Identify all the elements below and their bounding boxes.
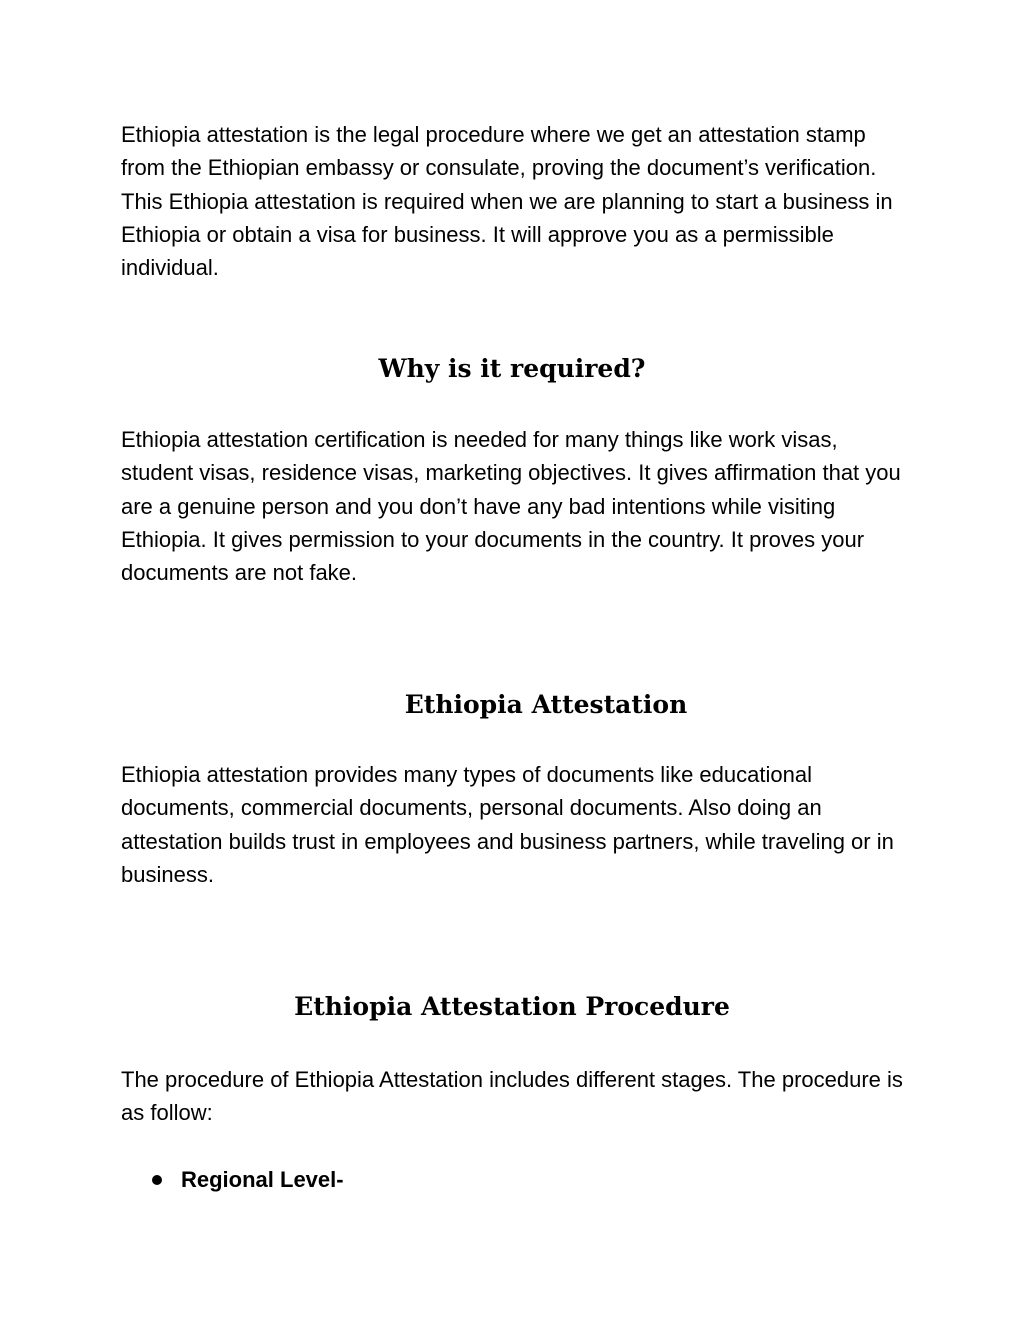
bullet-label: Regional Level- xyxy=(181,1167,344,1192)
heading-attestation-procedure: Ethiopia Attestation Procedure xyxy=(294,992,730,1021)
procedure-bullet-list xyxy=(152,1163,344,1196)
heading-why-required: Why is it required? xyxy=(378,354,646,383)
why-required-paragraph: Ethiopia attestation certification is needed for many things like work visas, student visas, residence visas, marketing objectives. It gives affirmation that you are a genuine person and you don’t have any bad intentions while visiting Ethiopia. It gives permission to your documents in the country. It proves your documents are not fake. xyxy=(121,427,901,586)
attestation-paragraph: Ethiopia attestation provides many types of documents like educational documents, commercial documents, personal documents. Also doing an attestation builds trust in employees and business partners, while traveling or in business. xyxy=(121,762,894,887)
intro-paragraph: Ethiopia attestation is the legal procedure where we get an attestation stamp from the Ethiopian embassy or consulate, proving the document’s verification. This Ethiopia attestation is required when we are planning to start a business in Ethiopia or obtain a visa for business. It will approve you as a permissible individual. xyxy=(121,122,893,281)
procedure-paragraph: The procedure of Ethiopia Attestation includes different stages. The procedure is as follow: xyxy=(121,1067,903,1126)
heading-ethiopia-attestation: Ethiopia Attestation xyxy=(404,690,688,719)
list-item xyxy=(152,1163,344,1196)
bullet-icon xyxy=(152,1175,162,1185)
